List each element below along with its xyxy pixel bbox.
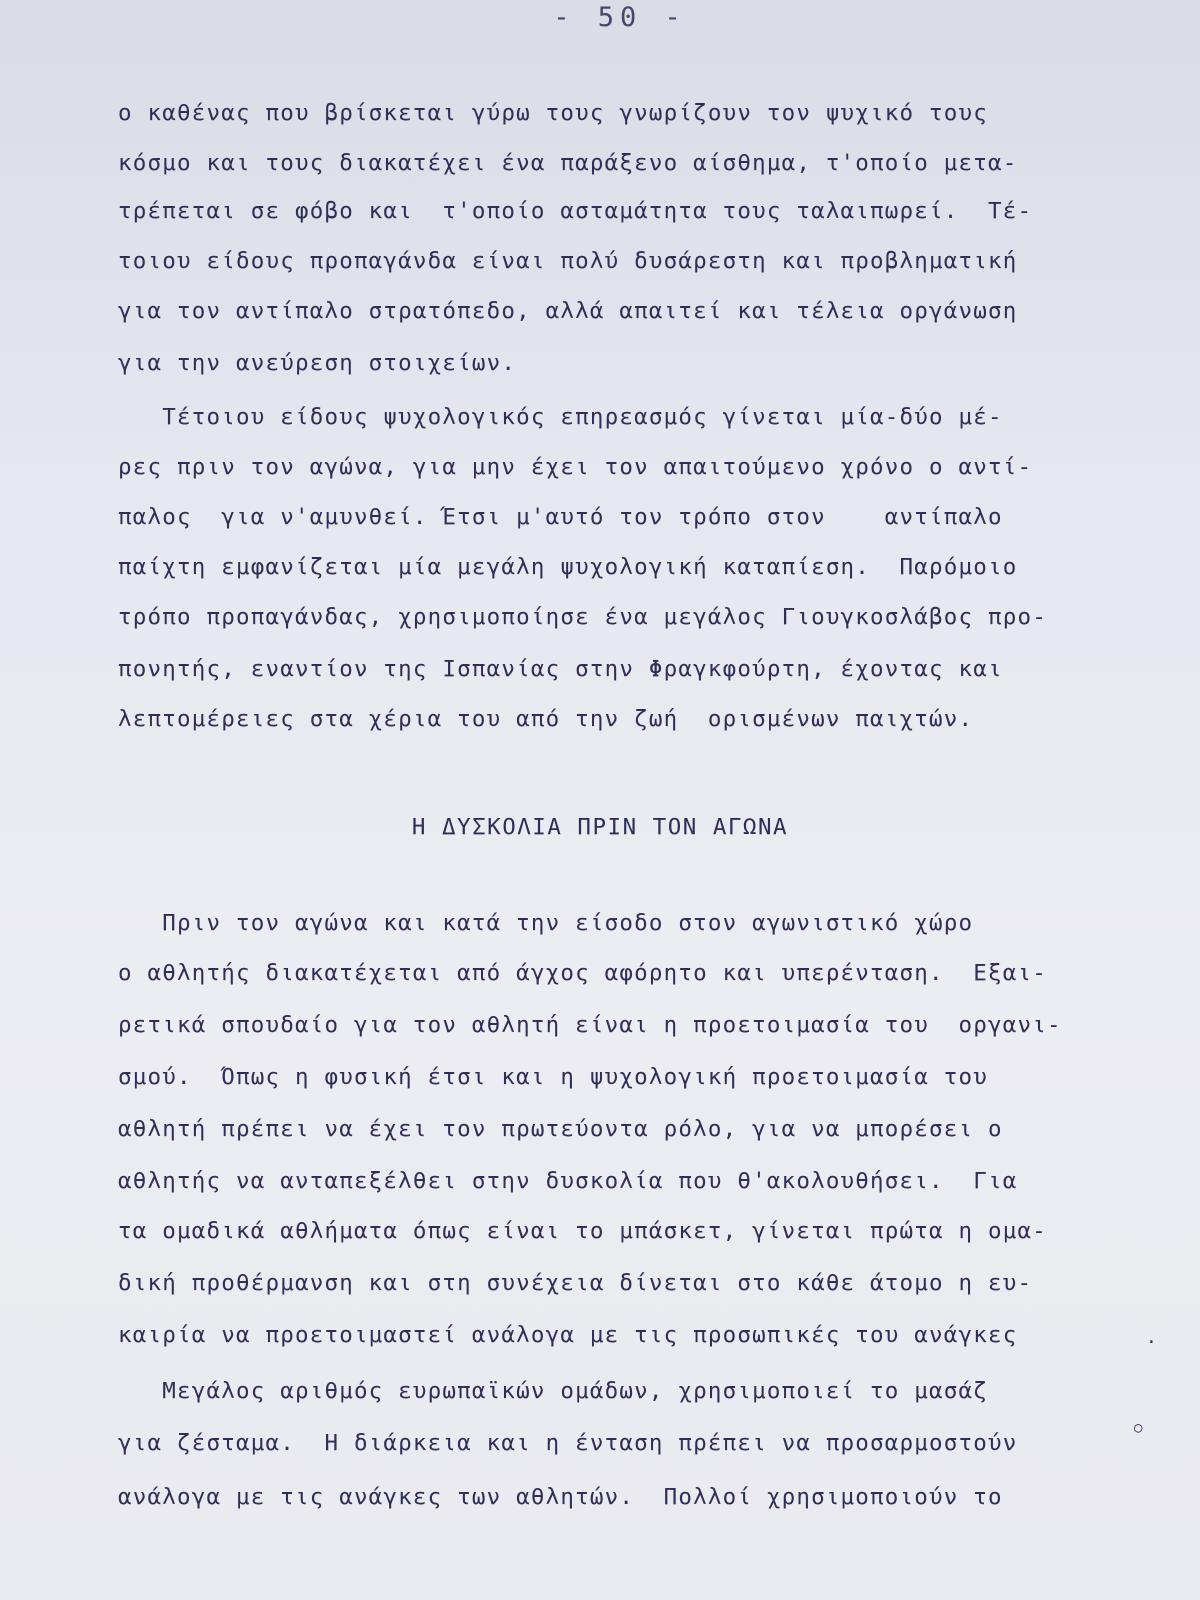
text-line: παίχτη εμφανίζεται μία μεγάλη ψυχολογική καταπίεση. Παρόμοιο [118,554,1018,580]
text-line: τοιου είδους προπαγάνδα είναι πολύ δυσάρεστη και προβληματική [118,248,1018,274]
text-line: αθλητή πρέπει να έχει τον πρωτεύοντα ρόλο, για να μπορέσει ο [118,1116,1003,1142]
text-line: για τον αντίπαλο στρατόπεδο, αλλά απαιτεί και τέλεια οργάνωση [118,298,1018,324]
text-line: ρετικά σπουδαίο για τον αθλητή είναι η προετοιμασία του οργανι- [118,1012,1062,1038]
page-number: - 50 - [553,2,687,33]
text-line: κόσμο και τους διακατέχει ένα παράξενο αίσθημα, τ'οποίο μετα- [118,150,1018,176]
text-line: σμού. Όπως η φυσική έτσι και η ψυχολογική προετοιμασία του [118,1064,989,1090]
text-line: τρέπεται σε φόβο και τ'οποίο ασταμάτητα τους ταλαιπωρεί. Τέ- [118,198,1033,224]
text-line: πονητής, εναντίον της Ισπανίας στην Φραγκφούρτη, έχοντας και [118,656,1003,682]
text-line: τρόπο προπαγάνδας, χρησιμοποίησε ένα μεγάλος Γιουγκοσλάβος προ- [118,604,1048,630]
text-line: για ζέσταμα. Η διάρκεια και η ένταση πρέπει να προσαρμοστούν [118,1430,1018,1456]
text-line: ο αθλητής διακατέχεται από άγχος αφόρητο και υπερένταση. Εξαι- [118,960,1048,986]
section-heading: Η ΔΥΣΚΟΛΙΑ ΠΡΙΝ ΤΟΝ ΑΓΩΝΑ [411,814,789,840]
text-line: Πριν τον αγώνα και κατά την είσοδο στον αγωνιστικό χώρο [118,910,974,936]
text-line: Τέτοιου είδους ψυχολογικός επηρεασμός γίνεται μία-δύο μέ- [118,404,1003,430]
text-line: λεπτομέρειες στα χέρια του από την ζωή ορισμένων παιχτών. [118,706,974,732]
text-line: παλος για ν'αμυνθεί. Έτσι μ'αυτό τον τρόπο στον αντίπαλο [118,504,1003,530]
text-line: καιρία να προετοιμαστεί ανάλογα με τις προσωπικές του ανάγκες [118,1322,1018,1348]
text-line: τα ομαδικά αθλήματα όπως είναι το μπάσκετ, γίνεται πρώτα η ομα- [118,1218,1048,1244]
text-line: ανάλογα με τις ανάγκες των αθλητών. Πολλοί χρησιμοποιούν το [118,1484,1003,1510]
text-line: ο καθένας που βρίσκεται γύρω τους γνωρίζουν τον ψυχικό τους [118,100,989,126]
stray-dot-mark: · [1146,1332,1157,1353]
text-line: Μεγάλος αριθμός ευρωπαϊκών ομάδων, χρησιμοποιεί το μασάζ [118,1378,989,1404]
stray-circle-mark: ○ [1134,1420,1143,1436]
text-line: για την ανεύρεση στοιχείων. [118,350,517,376]
text-line: ρες πριν τον αγώνα, για μην έχει τον απαιτούμενο χρόνο ο αντί- [118,454,1033,480]
text-line: δική προθέρμανση και στη συνέχεια δίνεται στο κάθε άτομο η ευ- [118,1270,1033,1296]
text-line: αθλητής να ανταπεξέλθει στην δυσκολία που θ'ακολουθήσει. Για [118,1168,1018,1194]
